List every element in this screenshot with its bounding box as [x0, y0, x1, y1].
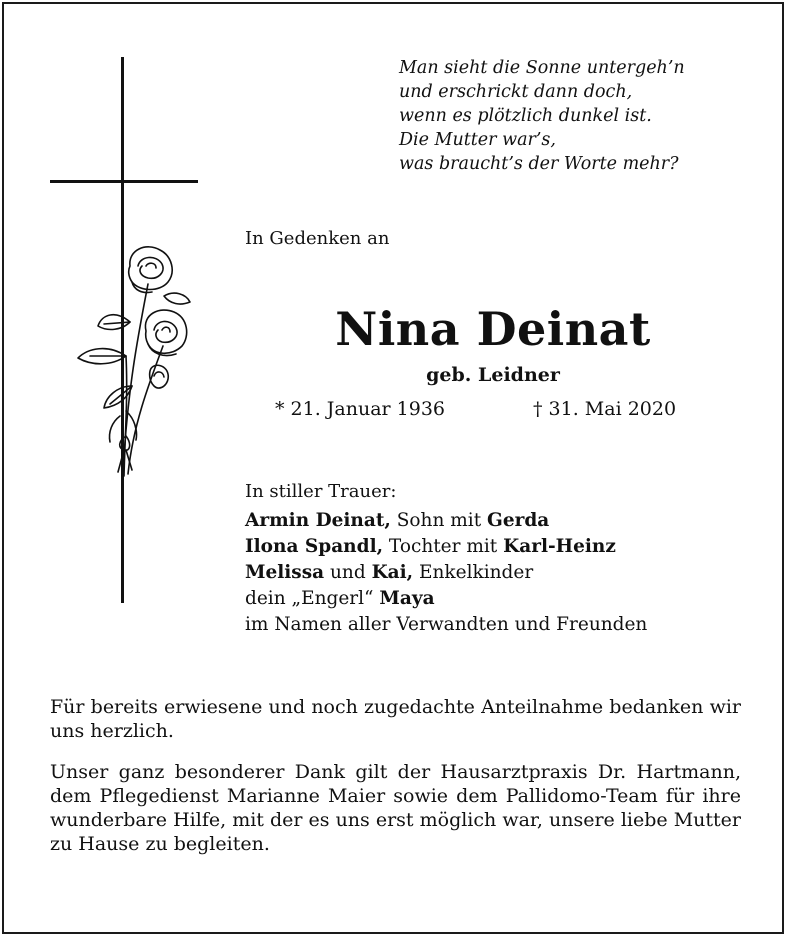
mourner-line: im Namen aller Verwandten und Freunden: [245, 614, 648, 635]
birth-date: * 21. Januar 1936: [275, 398, 446, 420]
mourner-connector: und: [324, 562, 372, 583]
intro-text: In Gedenken an: [245, 228, 390, 249]
thanks-paragraph-2: Unser ganz besonderer Dank gilt der Hausarztpraxis Dr. Hartmann, dem Pflegedienst Marianne Maier sowie dem Pallidomo-Team für ihre wunderbare Hilfe, mit der es uns erst möglich war, unsere liebe Mutter zu Hause zu begleiten.: [50, 761, 741, 855]
cross-horizontal-bar: [50, 180, 198, 183]
mourner-name: Kai,: [371, 562, 414, 583]
mourner-name: Maya: [379, 588, 435, 609]
mourners-list: [245, 508, 647, 638]
deceased-name: Nina Deinat: [335, 302, 651, 356]
thanks-paragraph-1: Für bereits erwiesene und noch zugedachte Anteilnahme bedanken wir uns herzlich.: [50, 696, 741, 742]
mourners-label: In stiller Trauer:: [245, 481, 397, 502]
mourner-line: [245, 560, 647, 586]
poem-line: wenn es plötzlich dunkel ist.: [399, 106, 652, 126]
poem: [399, 56, 685, 176]
poem-line: was braucht’s der Worte mehr?: [399, 154, 679, 174]
poem-line: und erschrickt dann doch,: [399, 82, 633, 102]
mourner-name: Ilona Spandl,: [245, 536, 384, 557]
mourner-name: Melissa: [245, 562, 325, 583]
poem-line: Die Mutter war’s,: [399, 130, 556, 150]
mourner-partner: Karl-Heinz: [503, 536, 616, 557]
mourner-prefix: dein „Engerl“: [245, 588, 380, 609]
mourner-line: [245, 508, 647, 534]
mourner-relation: Enkelkinder: [413, 562, 534, 583]
mourner-relation: Tochter mit: [383, 536, 504, 557]
mourner-line: [245, 586, 647, 612]
death-date: † 31. Mai 2020: [533, 398, 677, 420]
mourner-relation: Sohn mit: [390, 510, 488, 531]
mourner-partner: Gerda: [487, 510, 550, 531]
roses-icon: [68, 236, 198, 486]
poem-line: Man sieht die Sonne untergeh’n: [399, 58, 685, 78]
mourner-name: Armin Deinat,: [245, 510, 391, 531]
mourner-line: [245, 534, 647, 560]
maiden-name: geb. Leidner: [426, 364, 560, 386]
